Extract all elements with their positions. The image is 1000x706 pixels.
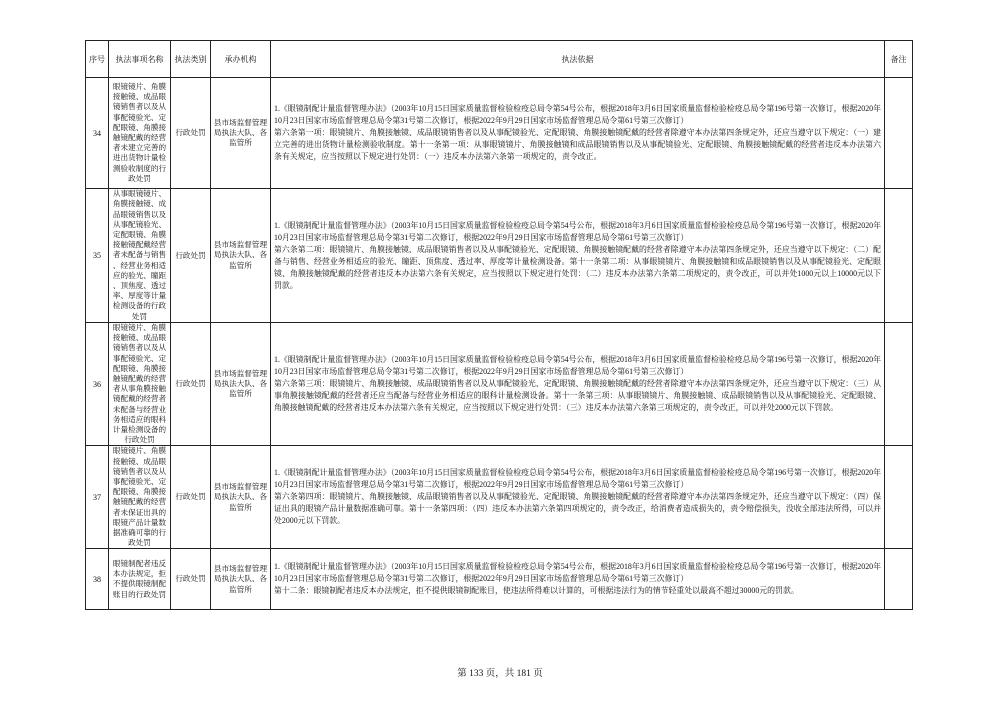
handling-agency: 县市场监督管理局执法大队、各监管所	[211, 549, 271, 610]
enforcement-table	[85, 40, 913, 610]
page-number: 第 133 页，共 181 页	[457, 669, 543, 679]
row-serial-number: 36	[86, 323, 109, 446]
item-name: 眼镜镜片、角膜接触镜、成品眼镜销售者以及从事配镜验光、定配眼镜、角膜接触镜配戴的经营者从事角膜接触镜配戴的经营者未配备与经营业务相适应的眼科计量检测设备的行政处罚	[109, 323, 171, 446]
legal-basis-paragraph: 第六条第一项：眼镜镜片、角膜接触镜、成品眼镜销售者以及从事配镜验光、定配眼镜、角膜接触镜配戴的经营者除遵守本办法第四条规定外，还应当遵守以下规定：（一）建立完善的进出货物计量检测验收制度。第十一条第一项：从事眼镜镜片、角膜接触镜和成品眼镜销售以及从事配镜验光、定配眼镜、角膜接触镜配戴的经营者违反本办法第六条有关规定，应当按照以下规定进行处罚：（一）违反本办法第六条第一项规定的，责令改正。	[274, 128, 881, 161]
enforcement-category: 行政处罚	[171, 189, 211, 323]
legal-basis	[271, 323, 885, 446]
item-name: 眼镜镜片、角膜接触镜、成品眼镜销售者以及从事配镜验光、定配眼镜、角膜接触镜配戴的经营者未保证出具的眼镜产品计量数据准确可靠的行政处罚	[109, 446, 171, 549]
enforcement-category: 行政处罚	[171, 323, 211, 446]
header-legal-basis: 执法依据	[271, 41, 885, 78]
legal-basis-paragraph: 第六条第二项：眼镜镜片、角膜接触镜、成品眼镜销售者以及从事配镜验光、定配眼镜、角膜接触镜配戴的经营者除遵守本办法第四条规定外，还应当遵守以下规定：（二）配备与销售、经营业务相适应的验光、瞳距、顶焦度、透过率、厚度等计量检测设备。第十一条第二项：从事眼镜镜片、角膜接触镜和成品眼镜销售以及从事配镜验光、定配眼镜、角膜接触镜配戴的经营者违反本办法第六条有关规定，应当按照以下规定进行处罚：（二）违反本办法第六条第二项规定的，责令改正，可以并处1000元以上10000元以下罚款。	[274, 244, 881, 290]
row-serial-number: 34	[86, 78, 109, 189]
item-name: 眼镜镜片、角膜接触镜、成品眼镜销售者以及从事配镜验光、定配眼镜、角膜接触镜配戴的经营者未建立完善的进出货物计量检测验收制度的行政处罚	[109, 78, 171, 189]
legal-basis-paragraph: 第六条第四项：眼镜镜片、角膜接触镜、成品眼镜销售者以及从事配镜验光、定配眼镜、角膜接触镜配戴的经营者除遵守本办法第四条规定外，还应当遵守以下规定：（四）保证出具的眼镜产品计量数据准确可靠。第十一条第四项：（四）违反本办法第六条第四项规定的，责令改正，给消费者造成损失的，责令赔偿损失，没收全部违法所得，可以并处2000元以下罚款。	[274, 492, 881, 526]
remark-cell	[885, 189, 913, 323]
legal-basis-paragraph: 1.《眼镜制配计量监督管理办法》（2003年10月15日国家质量监督检验检疫总局令第54号公布，根据2018年3月6日国家质量监督检验检疫总局令第196号第一次修订，根据2020年10月23日国家市场监督管理总局令第31号第二次修订，根据2022年9月29日国家市场监督管理总局令第61号第三次修订）	[274, 468, 881, 490]
legal-basis-paragraph: 第六条第三项：眼镜镜片、角膜接触镜、成品眼镜销售者以及从事配镜验光、定配眼镜、角膜接触镜配戴的经营者除遵守本办法第四条规定外，还应当遵守以下规定：（三）从事角膜接触镜配戴的经营者还应当配备与经营业务相适应的眼科计量检测设备。第十一条第三项：从事眼镜镜片、角膜接触镜、成品眼镜销售以及从事配镜验光、定配眼镜、角膜接触镜配戴的经营者违反本办法第六条有关规定，应当按照以下规定进行处罚：（三）违反本办法第六条第三项规定的，责令改正，可以并处2000元以下罚款。	[274, 379, 881, 413]
table-row	[86, 78, 913, 189]
table-row	[86, 549, 913, 610]
enforcement-category: 行政处罚	[171, 549, 211, 610]
enforcement-category: 行政处罚	[171, 446, 211, 549]
legal-basis-paragraph: 1.《眼镜制配计量监督管理办法》（2003年10月15日国家质量监督检验检疫总局令第54号公布，根据2018年3月6日国家质量监督检验检疫总局令第196号第一次修订，根据2020年10月23日国家市场监督管理总局令第31号第二次修订，根据2022年9月29日国家市场监督管理总局令第61号第三次修订）	[274, 355, 881, 377]
remark-cell	[885, 549, 913, 610]
legal-basis-paragraph: 1.《眼镜制配计量监督管理办法》（2003年10月15日国家质量监督检验检疫总局令第54号公布，根据2018年3月6日国家质量监督检验检疫总局令第196号第一次修订，根据2020年10月23日国家市场监督管理总局令第31号第二次修订，根据2022年9月29日国家市场监督管理总局令第61号第三次修订）	[274, 562, 881, 584]
enforcement-category: 行政处罚	[171, 78, 211, 189]
legal-basis-paragraph: 1.《眼镜制配计量监督管理办法》（2003年10月15日国家质量监督检验检疫总局令第54号公布，根据2018年3月6日国家质量监督检验检疫总局令第196号第一次修订，根据2020年10月23日国家市场监督管理总局令第31号第二次修订，根据2022年9月29日国家市场监督管理总局令第61号第三次修订）	[274, 220, 881, 242]
legal-basis	[271, 189, 885, 323]
table-row	[86, 446, 913, 549]
row-serial-number: 38	[86, 549, 109, 610]
header-serial-number: 序号	[86, 41, 109, 78]
table-row	[86, 189, 913, 323]
table-row	[86, 323, 913, 446]
legal-basis	[271, 549, 885, 610]
header-item-name: 执法事项名称	[109, 41, 171, 78]
row-serial-number: 37	[86, 446, 109, 549]
table-header-row	[86, 41, 913, 78]
legal-basis-paragraph: 1.《眼镜制配计量监督管理办法》（2003年10月15日国家质量监督检验检疫总局令第54号公布，根据2018年3月6日国家质量监督检验检疫总局令第196号第一次修订，根据2020年10月23日国家市场监督管理总局令第31号第二次修订，根据2022年9月29日国家市场监督管理总局令第61号第三次修订）	[274, 104, 881, 125]
item-name: 从事眼镜镜片、角膜接触镜、成品眼镜销售以及从事配镜验光、定配眼镜、角膜接触镜配戴经营者未配备与销售、经营业务相适应的验光、瞳距、顶焦度、透过率、厚度等计量检测设备的行政处罚	[109, 189, 171, 323]
row-serial-number: 35	[86, 189, 109, 323]
remark-cell	[885, 323, 913, 446]
handling-agency: 县市场监督管理局执法大队、各监管所	[211, 323, 271, 446]
handling-agency: 县市场监督管理局执法大队、各监管所	[211, 446, 271, 549]
item-name: 眼镜制配者违反本办法规定，拒不提供眼镜制配账目的行政处罚	[109, 549, 171, 610]
header-remark: 备注	[885, 41, 913, 78]
legal-basis	[271, 446, 885, 549]
header-agency: 承办机构	[211, 41, 271, 78]
legal-basis	[271, 78, 885, 189]
remark-cell	[885, 78, 913, 189]
remark-cell	[885, 446, 913, 549]
legal-basis-paragraph: 第十二条：眼镜制配者违反本办法规定，拒不提供眼镜制配账目，使违法所得难以计算的，可根据违法行为的情节轻重处以最高不超过30000元的罚款。	[274, 586, 799, 596]
header-category: 执法类别	[171, 41, 211, 78]
handling-agency: 县市场监督管理局执法大队、各监管所	[211, 189, 271, 323]
handling-agency: 县市场监督管理局执法大队、各监管所	[211, 78, 271, 189]
